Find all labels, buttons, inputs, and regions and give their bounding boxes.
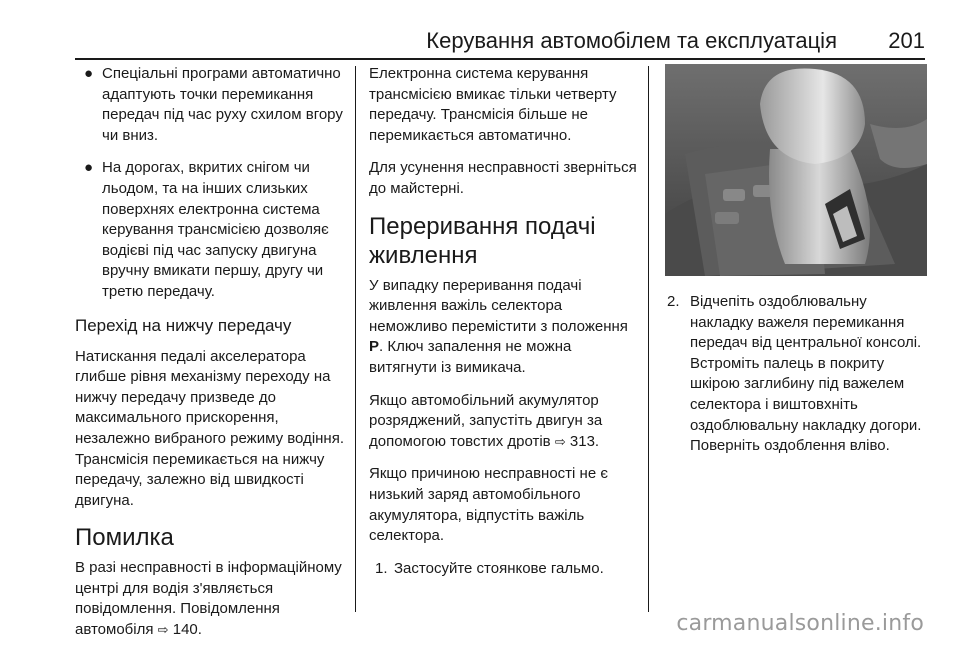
column-divider-left	[355, 66, 356, 612]
power-interruption-heading: Переривання подачі живлення	[369, 212, 596, 269]
column-middle	[369, 64, 637, 579]
bullet-item	[75, 64, 345, 146]
column-divider-right	[648, 66, 649, 612]
step-text: Застосуйте стоянкове гальмо.	[394, 559, 604, 577]
watermark: carmanualsonline.info	[676, 611, 924, 636]
step-text: Відчепіть оздоблювальну накладку важеля перемикання передач від центральної консолі. Встроміть палець в покриту шкірою заглибину під важелем селектора і виштовхніть оздоблювальну накладку догори. Поверніть оздоблення вліво.	[690, 293, 922, 455]
step-number: 1.	[375, 559, 388, 577]
page-title: Керування автомобілем та експлуатація	[426, 28, 837, 53]
bullet-item	[75, 158, 345, 302]
column-right	[665, 64, 927, 457]
gear-selector-illustration	[665, 64, 927, 276]
workshop-text: Для усунення несправності зверніться до майстерні.	[369, 159, 637, 197]
ref-arrow-icon: ⇨	[554, 433, 566, 449]
ref-arrow-icon: ⇨	[157, 622, 169, 638]
fault-heading: Помилка	[75, 524, 174, 552]
step-number: 2.	[667, 293, 680, 310]
cause-text: Якщо причиною несправності не є низький заряд автомобільного акумулятора, відпустіть важіль селектора.	[369, 465, 609, 545]
power-interruption-text: У випадку переривання подачі живлення важіль селектора неможливо перемістити з положення P. Ключ запалення не можна витягнути із вимикача.	[369, 276, 628, 376]
page-number: 201	[888, 28, 925, 53]
step-item	[369, 559, 637, 580]
battery-text: Якщо автомобільний акумулятор розряджений, запустіть двигун за допомогою товстих дротів ⇨ 313.	[369, 391, 603, 450]
gear-selector-photo	[665, 64, 927, 276]
step-item	[665, 292, 927, 457]
fault-continued-text: Електронна система керування трансмісією вмикає тільки четверту передачу. Трансмісія більше не перемикається автоматично.	[369, 65, 617, 144]
kickdown-text: Натискання педалі акселератора глибше рівня механізму переходу на нижчу передачу призведе до максимального прискорення, незалежно вибраного режиму водіння. Трансмісія перемикається на нижчу передачу, залежно від швидкості двигуна.	[75, 347, 345, 509]
bullet-dot: ●	[84, 65, 94, 82]
page-reference-link[interactable]: 140.	[172, 621, 202, 639]
page-reference-link[interactable]: 313.	[569, 432, 600, 450]
kickdown-heading: Перехід на нижчу передачу	[75, 315, 292, 335]
fault-text: В разі несправності в інформаційному центрі для водія з'являється повідомлення. Повідомлення автомобіля ⇨ 140.	[75, 559, 342, 639]
position-p: P	[369, 338, 380, 356]
column-left	[75, 64, 345, 653]
bullet-text: На дорогах, вкритих снігом чи льодом, та на інших слизьких поверхнях електронна система керування трансмісією дозволяє водієві під час запуску двигуна вручну вмикати першу, другу чи третю передачу.	[102, 159, 329, 300]
bullet-dot: ●	[84, 159, 94, 177]
bullet-text: Спеціальні програми автоматично адаптують точки перемикання передач під час руху схилом вгору чи вниз.	[102, 65, 343, 144]
page-header	[75, 28, 925, 60]
